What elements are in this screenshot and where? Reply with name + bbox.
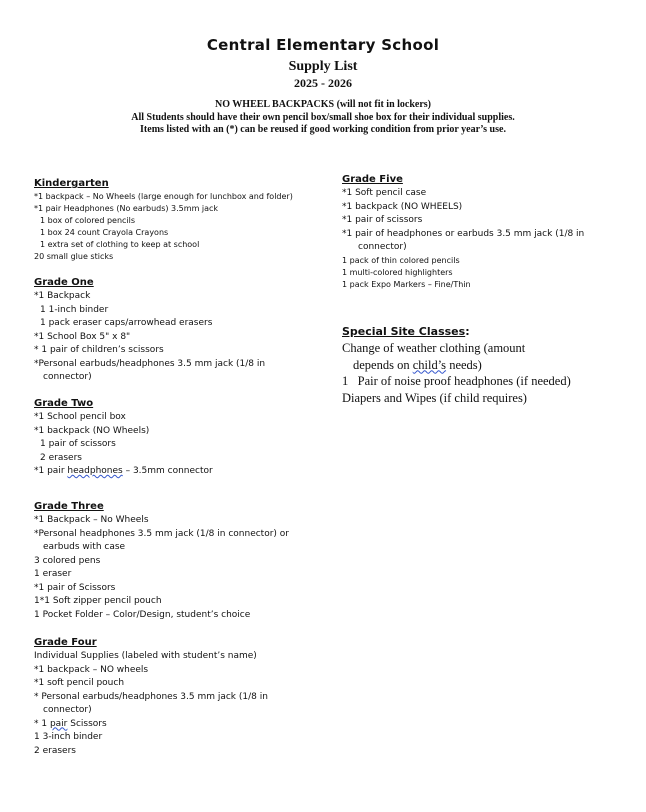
list-item: 20 small glue sticks xyxy=(34,252,114,261)
special-heading xyxy=(342,324,632,340)
list-item: * Personal earbuds/headphones 3.5 mm jack (1/8 in xyxy=(34,691,268,702)
document-title: Supply List xyxy=(288,59,358,74)
list-item: 1 pair of scissors xyxy=(40,439,116,449)
list-item: 1 1-inch binder xyxy=(40,304,109,315)
list-item: Change of weather clothing (amount xyxy=(342,341,526,355)
list-item: *1 School pencil box xyxy=(34,412,126,422)
item-prefix: depends on xyxy=(353,357,413,372)
section-kindergarten xyxy=(34,177,324,263)
list-item: *1 pair of Scissors xyxy=(34,582,116,593)
list-item: 1 pack eraser caps/arrowhead erasers xyxy=(40,318,213,328)
list-item: 1*1 Soft zipper pencil pouch xyxy=(34,596,162,606)
list-item xyxy=(34,718,324,732)
item-suffix: needs) xyxy=(446,357,482,372)
list-item: 1 Pair of noise proof headphones (if needed) xyxy=(342,374,571,388)
list-item: 3 colored pens xyxy=(34,555,101,566)
school-name: Central Elementary School xyxy=(206,36,440,54)
list-item: *1 backpack (NO Wheels) xyxy=(34,425,150,436)
section-grade-three xyxy=(34,500,324,622)
list-item: *Personal earbuds/headphones 3.5 mm jack (1/8 in xyxy=(34,358,266,369)
list-item: Individual Supplies (labeled with student’s name) xyxy=(34,651,257,661)
list-item xyxy=(342,357,632,374)
kindergarten-heading: Kindergarten xyxy=(34,178,109,189)
list-item: 1 multi-colored highlighters xyxy=(342,267,453,277)
list-item: * 1 pair of children’s scissors xyxy=(34,345,164,355)
grade-five-heading: Grade Five xyxy=(342,174,403,185)
list-item: *1 backpack (NO WHEELS) xyxy=(342,201,463,212)
list-item: 1 3-inch binder xyxy=(34,732,103,742)
spellcheck-word: headphones xyxy=(67,466,123,476)
list-item: *1 pair Headphones (No earbuds) 3.5mm jack xyxy=(34,204,219,213)
item-suffix: Scissors xyxy=(67,718,107,729)
section-grade-two xyxy=(34,397,324,479)
section-grade-four xyxy=(34,636,324,758)
list-item: 2 erasers xyxy=(34,745,76,756)
list-item: 1 pack Expo Markers – Fine/Thin xyxy=(342,279,471,289)
list-item: *1 backpack – NO wheels xyxy=(34,664,149,675)
list-item: 1 box 24 count Crayola Crayons xyxy=(40,228,169,237)
list-item: *1 backpack – No Wheels (large enough for lunchbox and folder) xyxy=(34,192,293,201)
note-reusable: Items listed with an (*) can be reused if good working condition from prior year’s use. xyxy=(140,124,506,135)
list-item: Diapers and Wipes (if child requires) xyxy=(342,390,527,405)
section-grade-five xyxy=(342,173,632,291)
list-item: *1 soft pencil pouch xyxy=(34,678,125,688)
list-item: 1 Pocket Folder – Color/Design, student’s choice xyxy=(34,609,251,620)
list-item: *Personal headphones 3.5 mm jack (1/8 in connector) or xyxy=(34,528,289,539)
section-grade-one xyxy=(34,276,324,385)
list-item xyxy=(34,465,324,479)
list-item: connector) xyxy=(358,242,407,252)
special-heading-text: Special Site Classes xyxy=(342,325,466,338)
list-item: *1 Backpack – No Wheels xyxy=(34,515,149,525)
spellcheck-word: child’s xyxy=(412,357,447,372)
list-item: connector) xyxy=(43,372,92,382)
item-suffix: – 3.5mm connector xyxy=(122,466,213,476)
general-notes xyxy=(0,99,646,137)
list-item: *1 Soft pencil case xyxy=(342,188,427,198)
list-item: 1 pack of thin colored pencils xyxy=(342,255,460,265)
grade-two-heading: Grade Two xyxy=(34,398,94,409)
spellcheck-word: pair xyxy=(49,718,68,729)
list-item: 1 extra set of clothing to keep at school xyxy=(40,240,200,249)
note-no-wheels: NO WHEEL BACKPACKS (will not fit in lockers) xyxy=(214,99,432,110)
item-prefix: *1 pair xyxy=(34,466,68,476)
grade-four-heading: Grade Four xyxy=(34,637,97,648)
list-item: connector) xyxy=(43,705,92,715)
grade-three-heading: Grade Three xyxy=(34,501,104,512)
list-item: 2 erasers xyxy=(40,452,82,463)
section-special-site-classes xyxy=(342,324,632,406)
school-year: 2025 - 2026 xyxy=(294,76,352,90)
grade-one-heading: Grade One xyxy=(34,277,94,288)
list-item: earbuds with case xyxy=(43,542,126,552)
list-item: 1 box of colored pencils xyxy=(40,216,136,225)
special-heading-colon: : xyxy=(465,325,470,338)
list-item: *1 Backpack xyxy=(34,291,91,301)
list-item: *1 pair of headphones or earbuds 3.5 mm jack (1/8 in xyxy=(342,228,585,239)
list-item: *1 pair of scissors xyxy=(342,215,423,225)
list-item: 1 eraser xyxy=(34,569,72,579)
list-item: *1 School Box 5" x 8" xyxy=(34,331,131,342)
note-pencil-box: All Students should have their own pencil box/small shoe box for their individual supplies. xyxy=(131,111,515,123)
item-prefix: * 1 xyxy=(34,718,50,729)
